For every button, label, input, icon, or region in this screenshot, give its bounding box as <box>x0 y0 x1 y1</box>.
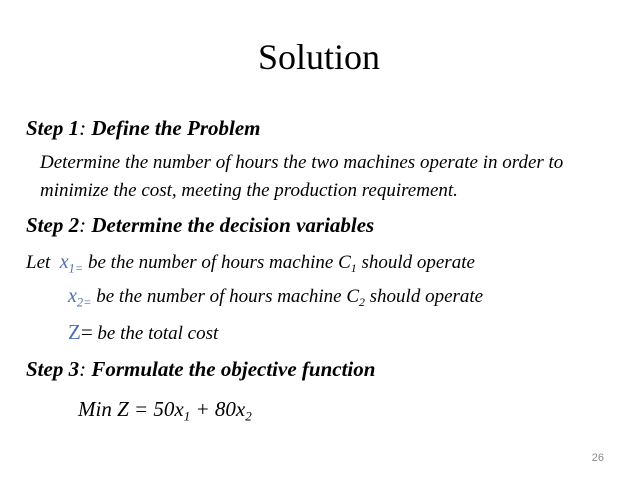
z-description: be the total cost <box>92 323 219 344</box>
x2-tail: should operate <box>364 286 484 307</box>
step1-body-line1: Determine the number of hours the two machines operate in order to <box>40 152 564 173</box>
obj-sub-1: 1 <box>183 408 191 424</box>
x2-variable: $x_{2=}$ <box>68 285 92 310</box>
step1-heading <box>26 116 260 141</box>
z-variable: Z <box>68 320 81 344</box>
z-equals: = <box>80 320 93 344</box>
step2-sep: : <box>79 213 87 237</box>
x2-description: be the number of hours machine C <box>91 286 360 307</box>
x2-machine-sub: 2 <box>359 296 365 310</box>
x1-tail: should operate <box>356 252 475 273</box>
x1-variable: $x_{1=}$ <box>59 251 84 276</box>
step1-label: Step 1 <box>26 116 80 140</box>
page-number: 26 <box>591 452 604 464</box>
step3-heading <box>26 357 375 382</box>
step2-title: Determine the decision variables <box>86 213 375 237</box>
step2-label: Step 2 <box>26 213 80 237</box>
step1-sep: : <box>79 116 87 140</box>
step1-title: Define the Problem <box>86 116 261 140</box>
x1-machine-sub: 1 <box>350 262 357 276</box>
step3-label: Step 3 <box>26 357 80 381</box>
variable-z-line <box>68 320 218 345</box>
variable-x2-line <box>68 285 483 308</box>
obj-sub-2: 2 <box>245 408 252 424</box>
let-word: Let <box>26 252 51 273</box>
step3-sep: : <box>79 357 87 381</box>
slide-title: Solution <box>257 37 381 77</box>
objective-function: Min $Z = 50x_1 + 80x_2$ <box>78 397 252 424</box>
step2-heading <box>26 213 374 238</box>
step3-title: Formulate the objective function <box>86 357 376 381</box>
step1-body-line2: minimize the cost, meeting the production requirement. <box>40 180 458 201</box>
variable-x1-line <box>26 251 475 274</box>
x1-description: be the number of hours machine C <box>83 252 351 273</box>
